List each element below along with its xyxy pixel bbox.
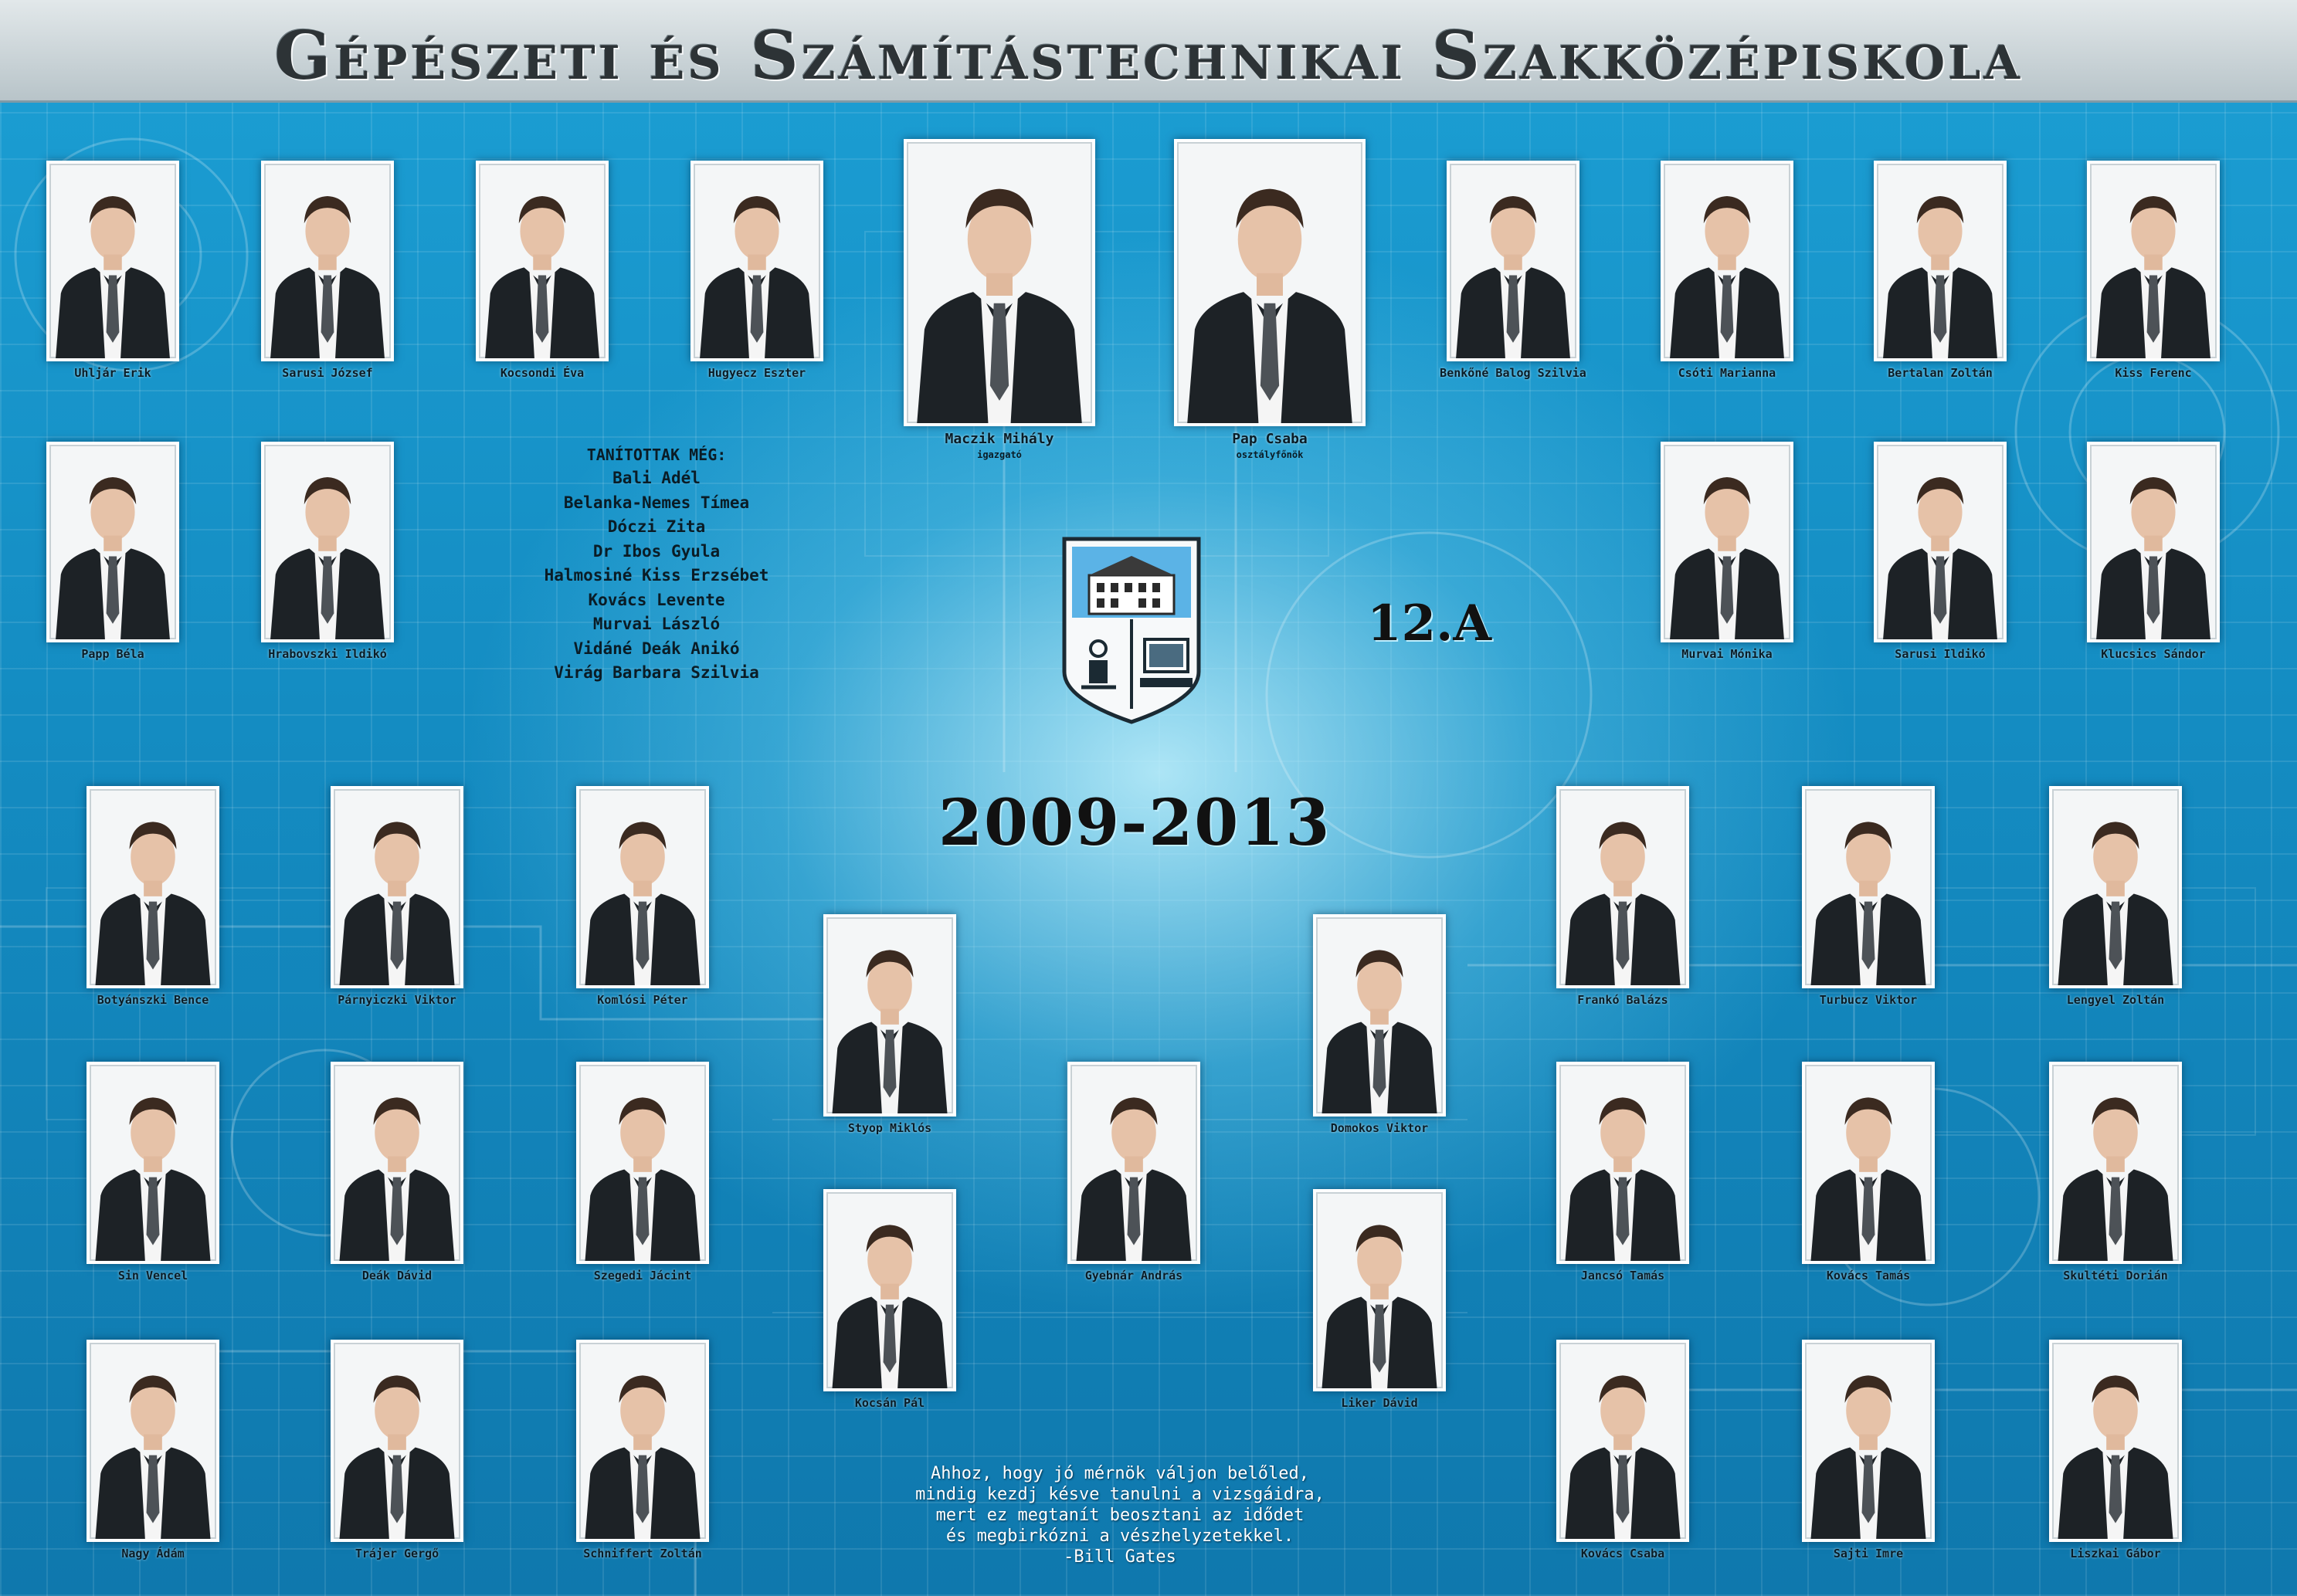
extra-teacher-name: Virág Barbara Szilvia xyxy=(554,663,759,682)
portrait-role: igazgató xyxy=(977,449,1022,460)
quote-line: és megbirkózni a vészhelyzetekkel. xyxy=(945,1527,1294,1546)
extra-teacher-name: Belanka-Nemes Tímea xyxy=(563,493,750,512)
portrait-frame xyxy=(1874,442,2007,642)
portrait-staff xyxy=(261,161,394,380)
portrait-frame xyxy=(1313,914,1446,1117)
portrait-frame xyxy=(2049,1062,2182,1264)
person-silhouette-icon xyxy=(1805,1065,1932,1261)
person-silhouette-icon xyxy=(1450,164,1576,358)
portrait-name: Uhljár Erik xyxy=(74,366,151,380)
portrait-frame xyxy=(1874,161,2007,361)
portrait-name: Domokos Viktor xyxy=(1330,1121,1429,1135)
person-silhouette-icon xyxy=(826,917,953,1113)
person-silhouette-icon xyxy=(90,1065,216,1261)
portrait-student xyxy=(2049,1340,2182,1560)
extra-teacher-name: Murvai László xyxy=(592,615,721,633)
person-silhouette-icon xyxy=(579,789,706,985)
portrait-name: Párnyiczki Viktor xyxy=(338,993,456,1007)
portrait-frame xyxy=(331,1340,463,1542)
portrait-principal xyxy=(904,139,1095,460)
person-silhouette-icon xyxy=(479,164,606,358)
person-silhouette-icon xyxy=(1559,1343,1686,1539)
portrait-staff xyxy=(690,161,823,380)
portrait-name: Deák Dávid xyxy=(361,1269,433,1283)
portrait-staff xyxy=(261,442,394,661)
portrait-student xyxy=(576,1340,709,1560)
portrait-name: Kocsán Pál xyxy=(854,1396,925,1410)
person-silhouette-icon xyxy=(1664,164,1790,358)
portrait-name: Csóti Marianna xyxy=(1678,366,1776,380)
portrait-name: Pap Csaba xyxy=(1232,431,1308,447)
person-silhouette-icon xyxy=(334,1343,460,1539)
quote-line: mindig kezdj késve tanulni a vizsgáidra, xyxy=(915,1485,1325,1504)
portrait-frame xyxy=(904,139,1095,426)
portrait-name: Sarusi József xyxy=(282,366,373,380)
portrait-role: osztályfőnök xyxy=(1236,449,1304,460)
quote-author: -Bill Gates xyxy=(1064,1547,1176,1567)
person-silhouette-icon xyxy=(1559,1065,1686,1261)
portrait-student xyxy=(331,786,463,1007)
portrait-student xyxy=(2049,786,2182,1007)
portrait-frame xyxy=(261,161,394,361)
person-silhouette-icon xyxy=(49,164,176,358)
portrait-name: Szegedi Jácint xyxy=(593,1269,692,1283)
portrait-frame xyxy=(576,1062,709,1264)
person-silhouette-icon xyxy=(264,164,391,358)
portrait-frame xyxy=(823,1189,956,1391)
person-silhouette-icon xyxy=(1805,1343,1932,1539)
portrait-frame xyxy=(1661,442,1793,642)
portrait-name: Lengyel Zoltán xyxy=(2066,993,2165,1007)
portrait-frame xyxy=(1313,1189,1446,1391)
portrait-name: Nagy Ádám xyxy=(121,1547,185,1560)
portrait-name: Skultéti Dorián xyxy=(2063,1269,2168,1283)
portrait-name: Murvai Mónika xyxy=(1681,647,1773,661)
portrait-student xyxy=(576,786,709,1007)
portrait-staff xyxy=(2087,161,2220,380)
portrait-student xyxy=(823,914,956,1135)
extra-teacher-name: Bali Adél xyxy=(612,469,701,487)
portrait-frame xyxy=(87,1062,219,1264)
person-silhouette-icon xyxy=(826,1192,953,1388)
portrait-name: Hrabovszki Ildikó xyxy=(268,647,387,661)
extra-teacher-name: Dóczi Zita xyxy=(607,517,706,536)
portrait-name: Frankó Balázs xyxy=(1577,993,1668,1007)
portrait-frame xyxy=(2049,786,2182,988)
portrait-frame xyxy=(87,786,219,988)
portrait-name: Kiss Ferenc xyxy=(2115,366,2192,380)
header-banner xyxy=(0,0,2297,103)
portrait-frame xyxy=(1556,1062,1689,1264)
portrait-name: Turbucz Viktor xyxy=(1819,993,1918,1007)
portrait-frame xyxy=(2087,442,2220,642)
portrait-name: Styop Miklós xyxy=(847,1121,932,1135)
person-silhouette-icon xyxy=(2090,445,2217,639)
portrait-student xyxy=(1313,1189,1446,1410)
years-label: 2009-2013 xyxy=(938,786,1332,860)
portrait-frame xyxy=(331,1062,463,1264)
portrait-student xyxy=(331,1062,463,1283)
portrait-name: Trájer Gergő xyxy=(355,1547,439,1560)
extra-teacher-name: Dr Ibos Gyula xyxy=(592,541,721,561)
person-silhouette-icon xyxy=(1877,164,2004,358)
person-silhouette-icon xyxy=(90,1343,216,1539)
portrait-staff xyxy=(1661,442,1793,661)
school-title: Gépészeti és Számítástechnikai Szakközépiskola xyxy=(274,17,2023,95)
portrait-student xyxy=(1802,1340,1935,1560)
portrait-student xyxy=(1556,1062,1689,1283)
portrait-student xyxy=(1802,786,1935,1007)
portrait-name: Sin Vencel xyxy=(117,1269,188,1283)
portrait-name: Hugyecz Eszter xyxy=(707,366,806,380)
portrait-frame xyxy=(46,442,179,642)
portrait-frame xyxy=(261,442,394,642)
portrait-name: Botyánszki Bence xyxy=(97,993,209,1007)
extra-teachers-heading: TANÍTOTTAK MÉG: xyxy=(586,446,727,464)
person-silhouette-icon xyxy=(334,789,460,985)
portrait-name: Klucsics Sándor xyxy=(2101,647,2206,661)
portrait-student xyxy=(87,1062,219,1283)
portrait-name: Sarusi Ildikó xyxy=(1895,647,1986,661)
portrait-name: Kovács Tamás xyxy=(1826,1269,1911,1283)
portrait-name: Kovács Csaba xyxy=(1580,1547,1665,1560)
portrait-staff xyxy=(2087,442,2220,661)
portrait-name: Benkőné Balog Szilvia xyxy=(1440,366,1586,380)
portrait-frame xyxy=(2087,161,2220,361)
portrait-student xyxy=(87,1340,219,1560)
portrait-name: Liker Dávid xyxy=(1341,1396,1418,1410)
portrait-name: Jancsó Tamás xyxy=(1580,1269,1665,1283)
portrait-frame xyxy=(1556,1340,1689,1542)
quote xyxy=(888,1463,1352,1567)
portrait-frame xyxy=(1067,1062,1200,1264)
portrait-staff xyxy=(46,442,179,661)
person-silhouette-icon xyxy=(2052,1343,2179,1539)
portrait-name: Bertalan Zoltán xyxy=(1888,366,1993,380)
portrait-frame xyxy=(576,786,709,988)
person-silhouette-icon xyxy=(1559,789,1686,985)
extra-teacher-name: Vidáné Deák Anikó xyxy=(573,639,740,658)
portrait-student xyxy=(2049,1062,2182,1283)
portrait-frame xyxy=(87,1340,219,1542)
portrait-student xyxy=(1067,1062,1200,1283)
portrait-frame xyxy=(46,161,179,361)
portrait-student xyxy=(1556,786,1689,1007)
portrait-staff xyxy=(1440,161,1586,380)
portrait-student xyxy=(331,1340,463,1560)
extra-teacher-name: Halmosiné Kiss Erzsébet xyxy=(544,566,769,585)
portrait-student xyxy=(576,1062,709,1283)
person-silhouette-icon xyxy=(2090,164,2217,358)
extra-teacher-name: Kovács Levente xyxy=(588,590,725,609)
portrait-frame xyxy=(1556,786,1689,988)
person-silhouette-icon xyxy=(579,1065,706,1261)
portrait-staff xyxy=(46,161,179,380)
portrait-name: Kocsondi Éva xyxy=(500,366,585,380)
person-silhouette-icon xyxy=(1316,917,1443,1113)
portrait-frame xyxy=(2049,1340,2182,1542)
person-silhouette-icon xyxy=(90,789,216,985)
portrait-frame xyxy=(476,161,609,361)
extra-teachers-list xyxy=(494,443,819,686)
portrait-frame xyxy=(690,161,823,361)
person-silhouette-icon xyxy=(2052,789,2179,985)
person-silhouette-icon xyxy=(2052,1065,2179,1261)
portrait-student xyxy=(1556,1340,1689,1560)
portrait-student xyxy=(823,1189,956,1410)
portrait-name: Komlósi Péter xyxy=(597,993,688,1007)
portrait-frame xyxy=(823,914,956,1117)
person-silhouette-icon xyxy=(694,164,820,358)
portrait-class-teacher xyxy=(1174,139,1366,460)
person-silhouette-icon xyxy=(1664,445,1790,639)
person-silhouette-icon xyxy=(1316,1192,1443,1388)
quote-line: mert ez megtanít beosztani az idődet xyxy=(935,1506,1305,1525)
person-silhouette-icon xyxy=(907,142,1092,423)
person-silhouette-icon xyxy=(1177,142,1362,423)
portrait-name: Schniffert Zoltán xyxy=(583,1547,702,1560)
class-label: 12.A xyxy=(1367,595,1491,652)
portrait-frame xyxy=(331,786,463,988)
portrait-name: Sajti Imre xyxy=(1833,1547,1904,1560)
portrait-student xyxy=(1313,914,1446,1135)
portrait-frame xyxy=(576,1340,709,1542)
portrait-name: Liszkai Gábor xyxy=(2070,1547,2161,1560)
person-silhouette-icon xyxy=(264,445,391,639)
portrait-staff xyxy=(1874,161,2007,380)
person-silhouette-icon xyxy=(1070,1065,1197,1261)
portrait-staff xyxy=(1874,442,2007,661)
quote-line: Ahhoz, hogy jó mérnök váljon belőled, xyxy=(930,1464,1310,1483)
portrait-student xyxy=(1802,1062,1935,1283)
portrait-name: Maczik Mihály xyxy=(945,431,1054,447)
portrait-name: Gyebnár András xyxy=(1084,1269,1183,1283)
person-silhouette-icon xyxy=(579,1343,706,1539)
portrait-frame xyxy=(1802,1062,1935,1264)
portrait-frame xyxy=(1447,161,1579,361)
person-silhouette-icon xyxy=(49,445,176,639)
school-crest-icon xyxy=(1058,533,1205,726)
portrait-frame xyxy=(1174,139,1366,426)
portrait-staff xyxy=(1661,161,1793,380)
person-silhouette-icon xyxy=(1877,445,2004,639)
portrait-frame xyxy=(1802,786,1935,988)
portrait-staff xyxy=(476,161,609,380)
portrait-student xyxy=(87,786,219,1007)
portrait-frame xyxy=(1802,1340,1935,1542)
portrait-frame xyxy=(1661,161,1793,361)
person-silhouette-icon xyxy=(1805,789,1932,985)
portrait-name: Papp Béla xyxy=(81,647,144,661)
person-silhouette-icon xyxy=(334,1065,460,1261)
